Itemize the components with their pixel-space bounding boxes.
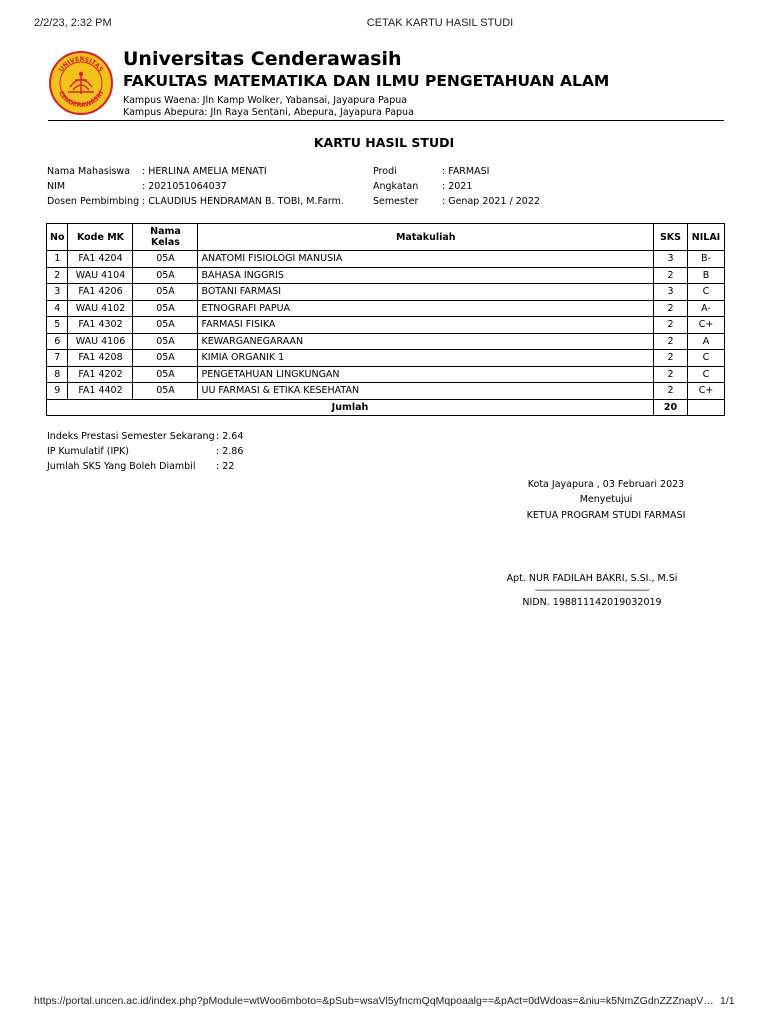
table-row [47, 383, 725, 400]
signature-place-date: Kota Jayapura , 03 Februari 2023 [527, 479, 685, 490]
cell-no: 7 [47, 350, 68, 367]
semester-value: : Genap 2021 / 2022 [442, 196, 540, 207]
cell-nilai: A- [688, 300, 725, 317]
table-header-row [47, 224, 725, 251]
cell-kode: FA1 4204 [68, 251, 133, 268]
cell-matakuliah: ETNOGRAFI PAPUA [198, 300, 654, 317]
cell-sks: 2 [654, 300, 688, 317]
angkatan-value: : 2021 [442, 181, 473, 192]
print-datetime: 2/2/23, 2:32 PM [34, 17, 112, 29]
campus-abepura: Kampus Abepura: Jln Raya Sentani, Abepura, Jayapura Papua [123, 107, 414, 118]
svg-text:CENDERAWASIH: CENDERAWASIH [57, 89, 106, 110]
signature-position: KETUA PROGRAM STUDI FARMASI [526, 510, 686, 521]
cell-matakuliah: FARMASI FISIKA [198, 317, 654, 334]
table-row [47, 251, 725, 268]
max-sks-value: : 22 [216, 461, 235, 472]
signature-approve: Menyetujui [579, 494, 633, 505]
advisor-value: : CLAUDIUS HENDRAMAN B. TOBI, M.Farm. [142, 196, 344, 207]
table-row [47, 284, 725, 301]
cell-no: 1 [47, 251, 68, 268]
document-title: KARTU HASIL STUDI [313, 135, 455, 150]
cell-matakuliah: BAHASA INGGRIS [198, 267, 654, 284]
ips-value: : 2.64 [216, 431, 244, 442]
cell-kelas: 05A [133, 366, 198, 383]
cell-no: 3 [47, 284, 68, 301]
table-total-row [47, 399, 725, 416]
university-logo [48, 50, 114, 116]
table-row [47, 267, 725, 284]
cell-kode: WAU 4104 [68, 267, 133, 284]
cell-nilai: C+ [688, 317, 725, 334]
max-sks-label: Jumlah SKS Yang Boleh Diambil [47, 461, 196, 472]
header-divider [48, 120, 724, 121]
header-sks: SKS [654, 224, 688, 251]
cell-kode: FA1 4302 [68, 317, 133, 334]
cell-kelas: 05A [133, 251, 198, 268]
cell-matakuliah: KEWARGANEGARAAN [198, 333, 654, 350]
cell-matakuliah: BOTANI FARMASI [198, 284, 654, 301]
cell-sks: 2 [654, 267, 688, 284]
cell-no: 9 [47, 383, 68, 400]
cell-nilai: C [688, 366, 725, 383]
cell-kode: FA1 4202 [68, 366, 133, 383]
cell-kelas: 05A [133, 267, 198, 284]
nim-value: : 2021051064037 [142, 181, 227, 192]
cell-kelas: 05A [133, 333, 198, 350]
campus-waena: Kampus Waena: Jln Kamp Wolker, Yabansai, Jayapura Papua [123, 95, 408, 106]
footer-url: https://portal.uncen.ac.id/index.php?pModule=wtWoo6mboto=&pSub=wsaVl5yfncmQqMqpoaalg==&pAct=0dWdoas=&niu=k5NmZGdnZZZnapV… [34, 995, 714, 1007]
faculty-name: FAKULTAS MATEMATIKA DAN ILMU PENGETAHUAN ALAM [123, 72, 610, 90]
cell-nilai: B- [688, 251, 725, 268]
ips-label: Indeks Prestasi Semester Sekarang [47, 431, 215, 442]
table-row [47, 350, 725, 367]
cell-kode: WAU 4102 [68, 300, 133, 317]
cell-sks: 2 [654, 317, 688, 334]
cell-kelas: 05A [133, 317, 198, 334]
header-kode-mk: Kode MK [68, 224, 133, 251]
cell-sks: 2 [654, 383, 688, 400]
cell-nilai: C+ [688, 383, 725, 400]
signature-line: --------------------------------------- [534, 585, 650, 596]
cell-sks: 2 [654, 333, 688, 350]
angkatan-label: Angkatan [373, 181, 419, 192]
header-matakuliah: Matakuliah [198, 224, 654, 251]
cell-kelas: 05A [133, 284, 198, 301]
header-no: No [47, 224, 68, 251]
print-page-title: CETAK KARTU HASIL STUDI [366, 17, 514, 29]
header-nama-kelas: Nama Kelas [133, 224, 198, 251]
university-name: Universitas Cenderawasih [123, 48, 402, 70]
cell-matakuliah: PENGETAHUAN LINGKUNGAN [198, 366, 654, 383]
ipk-label: IP Kumulatif (IPK) [47, 446, 129, 457]
ipk-value: : 2.86 [216, 446, 244, 457]
cell-matakuliah: UU FARMASI & ETIKA KESEHATAN [198, 383, 654, 400]
total-label: Jumlah [47, 399, 654, 416]
cell-matakuliah: ANATOMI FISIOLOGI MANUSIA [198, 251, 654, 268]
total-empty-cell [688, 399, 725, 416]
student-name-label: Nama Mahasiswa [47, 166, 131, 177]
cell-kode: WAU 4106 [68, 333, 133, 350]
cell-no: 5 [47, 317, 68, 334]
advisor-label: Dosen Pembimbing [47, 196, 140, 207]
table-row [47, 366, 725, 383]
cell-kelas: 05A [133, 350, 198, 367]
cell-sks: 2 [654, 350, 688, 367]
cell-kelas: 05A [133, 383, 198, 400]
nim-label: NIM [47, 181, 66, 192]
cell-no: 8 [47, 366, 68, 383]
cell-kelas: 05A [133, 300, 198, 317]
table-row [47, 317, 725, 334]
cell-no: 2 [47, 267, 68, 284]
table-row [47, 333, 725, 350]
cell-nilai: B [688, 267, 725, 284]
cell-sks: 3 [654, 284, 688, 301]
header-nilai: NILAI [688, 224, 725, 251]
prodi-label: Prodi [373, 166, 397, 177]
student-name: : HERLINA AMELIA MENATI [142, 166, 267, 177]
semester-label: Semester [373, 196, 419, 207]
total-sks: 20 [654, 399, 688, 416]
cell-no: 4 [47, 300, 68, 317]
cell-nilai: C [688, 284, 725, 301]
cell-matakuliah: KIMIA ORGANIK 1 [198, 350, 654, 367]
cell-kode: FA1 4402 [68, 383, 133, 400]
table-row [47, 300, 725, 317]
cell-no: 6 [47, 333, 68, 350]
svg-text:UNIVERSITAS: UNIVERSITAS [57, 55, 105, 74]
cell-sks: 2 [654, 366, 688, 383]
footer-page-number: 1/1 [720, 995, 735, 1007]
cell-sks: 3 [654, 251, 688, 268]
signature-name: Apt. NUR FADILAH BAKRI, S.SI., M.Si [506, 573, 678, 584]
cell-nilai: A [688, 333, 725, 350]
signature-nidn: NIDN. 198811142019032019 [522, 597, 662, 608]
cell-nilai: C [688, 350, 725, 367]
grades-table [46, 223, 725, 416]
cell-kode: FA1 4206 [68, 284, 133, 301]
prodi-value: : FARMASI [442, 166, 490, 177]
cell-kode: FA1 4208 [68, 350, 133, 367]
